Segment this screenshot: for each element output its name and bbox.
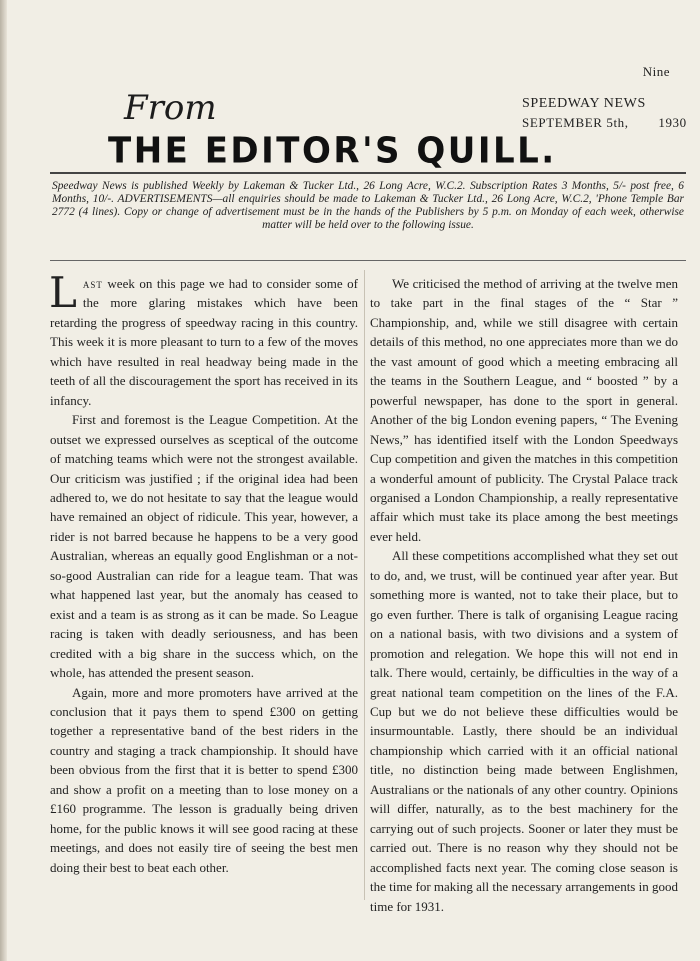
- publication-name: SPEEDWAY NEWS: [522, 96, 646, 111]
- article-right-column: [370, 274, 678, 916]
- from-heading: From: [124, 88, 217, 128]
- publisher-notice: Speedway News is published Weekly by Lakeman & Tucker Ltd., 26 Long Acre, W.C.2. Subscription Rates 3 Months, 5/- post free, 6 Months, 10/-. ADVERTISEMENTS—all enquiries should be made to Lakeman & Tucker Ltd., 26 Long Acre, W.C.2, 'Phone Temple Bar 2772 (4 lines). Copy or change of advertisement must be in the hands of the Publishers by 5 p.m. on Monday of each week, otherwise matter will be held over to the following issue.: [52, 180, 684, 231]
- notice-divider: [50, 260, 686, 261]
- paragraph-text: week on this page we had to consider some of the more glaring mistakes which have been retarding the progress of speedway racing in this country. This week it is more pleasant to turn to a few of the moves which have resulted in real headway being made in the teeth of all the discouragement the sport has received in its infancy.: [50, 276, 358, 408]
- drop-cap: L: [49, 268, 77, 317]
- opening-smallcaps: ast: [82, 276, 103, 291]
- article-paragraph: Again, more and more promoters have arrived at the conclusion that it pays them to spend £300 on getting together a representative band of the best riders in the country and staging a track championship. It should have been obvious from the first that it is better to spend £300 and show a profit on a meeting than to lose money on a £160 programme. The lesson is gradually being driven home, for the public knows it will see good racing at these meetings, and does not easily tire of seeing the best men doing their best to beat each other.: [50, 684, 358, 875]
- article-paragraph: We criticised the method of arriving at the twelve men to take part in the final stages of the “ Star ” Championship, and, while we still disagree with certain details of this method, no one appreciates more than we do the vast amount of good which a meeting embracing all the teams in the Southern League, and “ boosted ” by a powerful newspaper, has done to the sport in general. Another of the big London evening papers, “ The Evening News,” has identified itself with the London Speedways Cup competition and given the matches in this competition a wonderful amount of publicity. The Crystal Palace track organised a London Championship, a really representative affair which must take its place among the best meetings ever held.: [370, 276, 678, 544]
- header-divider: [50, 172, 686, 174]
- article-paragraph: [49, 268, 358, 410]
- column-divider: [364, 270, 365, 900]
- page-binding-edge: [0, 0, 7, 961]
- page-number: Nine: [642, 64, 670, 79]
- page-title: THE EDITOR'S QUILL.: [108, 130, 557, 172]
- masthead-publication-block: [522, 94, 687, 132]
- article-paragraph: First and foremost is the League Competition. At the outset we expressed ourselves as sceptical of the outcome of matching teams which were not the strongest available. Our criticism was justified ; if the original idea had been adhered to, we do not hesitate to say that the league would have remained an object of ridicule. This year, however, a rider is not barred because he happens to be a very good Australian, whereas an equally good Englishman or a not-so-good Australian can ride for a league team. That was what happened last year, but the anomaly has ceased to exist and a team is as strong as it can be made. So League racing is taken with deadly seriousness, and has been credited with a big share in the success which, on the whole, has attended the present season.: [50, 412, 358, 681]
- issue-date-year: 1930: [658, 115, 687, 130]
- article-left-column: [49, 268, 358, 877]
- article-paragraph: All these competitions accomplished what they set out to do, and, we trust, will be continued year after year. But something more is wanted, not to take their place, but to go even further. There is talk of organising League racing on a national basis, with two divisions and a system of promotion and relegation. We hope this will not end in talk. There would, certainly, be difficulties in the way of a great national team competition on the lines of the F.A. Cup but we do not believe these difficulties would be insurmountable. Lastly, there should be an individual championship which carried with it an official national title, no distinction being made between Englishmen, Australians or the nationals of any other country. Opinions will differ, naturally, as to the best machinery for the carrying out of such projects. Sooner or later they must be carried out. There is no reason why they should not be accomplished facts next year. The coming close season is the time for making all the necessary arrangements in good time for 1931.: [370, 548, 678, 914]
- issue-date-day: SEPTEMBER 5th,: [522, 115, 629, 130]
